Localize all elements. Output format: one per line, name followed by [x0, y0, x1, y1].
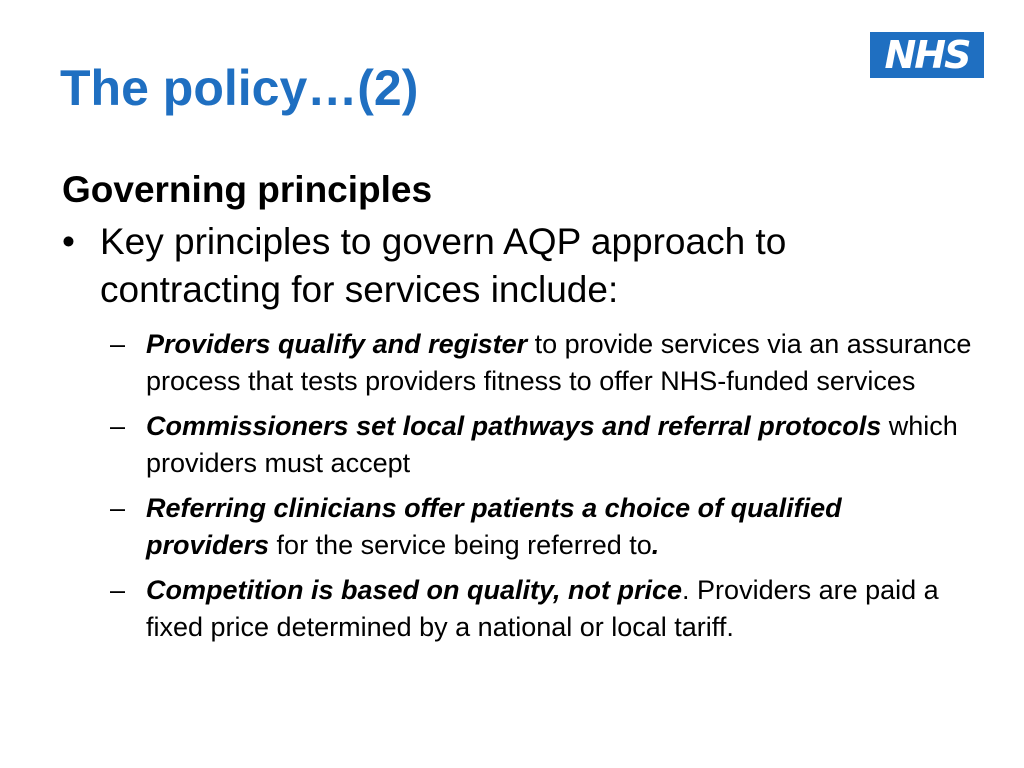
sub-bullet-item	[62, 408, 972, 482]
dash-marker: –	[110, 329, 126, 359]
dash-marker: –	[110, 493, 126, 523]
slide-title: The policy…(2)	[60, 60, 419, 116]
sub-bullet-list	[62, 326, 972, 646]
sub-bullet-text: for the service being referred to	[269, 530, 652, 560]
sub-bullet-item	[62, 326, 972, 400]
sub-bullet-text: which providers must accept	[146, 411, 958, 478]
sub-bullet-emphasis: Commissioners set local pathways and referral protocols	[146, 411, 882, 441]
bullet-marker: •	[62, 221, 75, 262]
sub-bullet-tail: .	[651, 530, 660, 560]
nhs-logo	[870, 32, 984, 78]
sub-bullet-item	[62, 572, 972, 646]
main-bullet-text: Key principles to govern AQP approach to contracting for services include:	[100, 221, 787, 310]
sub-bullet-text: to provide services via an assurance process that tests providers fitness to offer NHS-funded services	[146, 329, 972, 396]
main-bullet	[62, 218, 972, 314]
sub-bullet-emphasis: Competition is based on quality, not price	[146, 575, 683, 605]
sub-bullet-text: . Providers are paid a fixed price determined by a national or local tariff.	[146, 575, 939, 642]
dash-marker: –	[110, 411, 126, 441]
nhs-logo-text: NHS	[884, 33, 970, 77]
sub-bullet-emphasis: Referring clinicians offer patients a choice of qualified providers	[146, 493, 842, 560]
sub-bullet-item	[62, 490, 972, 564]
dash-marker: –	[110, 575, 126, 605]
slide-body	[62, 166, 972, 654]
section-heading: Governing principles	[62, 169, 433, 210]
sub-bullet-emphasis: Providers qualify and register	[146, 329, 528, 359]
